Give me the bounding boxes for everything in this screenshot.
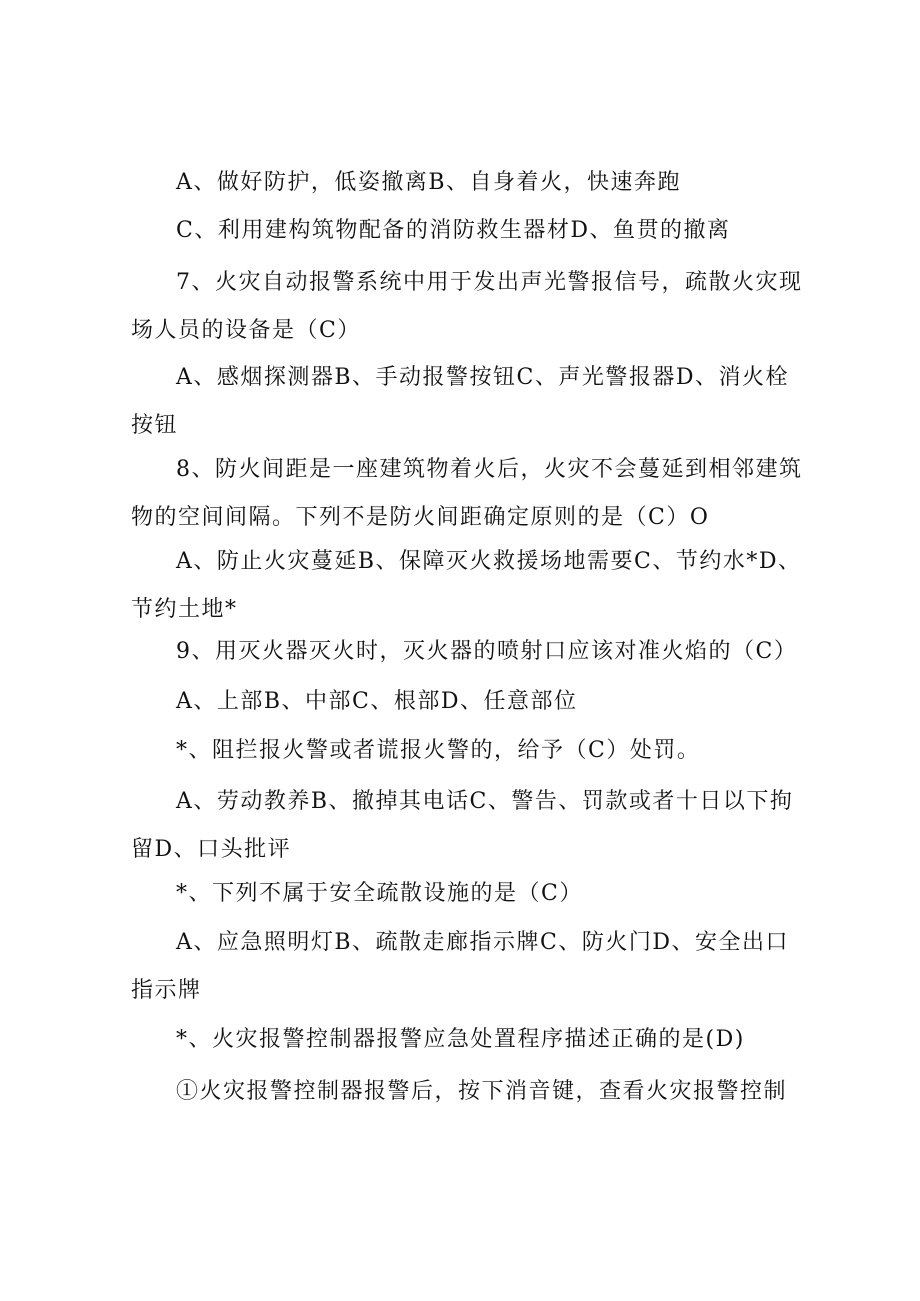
question-7: 7、火灾自动报警系统中用于发出声光警报信号，疏散火灾现场人员的设备是（C） — [131, 270, 803, 343]
options-q9: A、上部B、中部C、根部D、任意部位 — [176, 689, 578, 714]
question-8: 8、防火间距是一座建筑物着火后，火灾不会蔓延到相邻建筑物的空间间隔。下列不是防火间距确定原则的是（C）O — [131, 457, 803, 530]
question-12: *、火灾报警控制器报警应急处置程序描述正确的是(D) — [176, 1027, 745, 1052]
option-line-q6-ab: A、做好防护，低姿撤离B、自身着火，快速奔跑 — [176, 170, 682, 195]
step-1-text: ①火灾报警控制器报警后，按下消音键，查看火灾报警控制 — [176, 1079, 788, 1104]
question-10: *、阻拦报火警或者谎报火警的，给予（C）处罚。 — [176, 738, 701, 763]
question-11: *、下列不属于安全疏散设施的是（C） — [176, 881, 583, 906]
option-line-q6-cd: C、利用建构筑物配备的消防救生器材D、鱼贯的撤离 — [176, 218, 731, 243]
options-q8: A、防止火灾蔓延B、保障灭火救援场地需要C、节约水*D、节约土地* — [131, 549, 802, 622]
options-q11: A、应急照明灯B、疏散走廊指示牌C、防火门D、安全出口指示牌 — [131, 930, 790, 1003]
question-9: 9、用灭火器灭火时，灭火器的喷射口应该对准火焰的（C） — [176, 639, 798, 664]
options-q10: A、劳动教养B、撤掉其电话C、警告、罚款或者十日以下拘留D、口头批评 — [131, 789, 794, 862]
options-q7: A、感烟探测器B、手动报警按钮C、声光警报器D、消火栓按钮 — [131, 365, 790, 438]
